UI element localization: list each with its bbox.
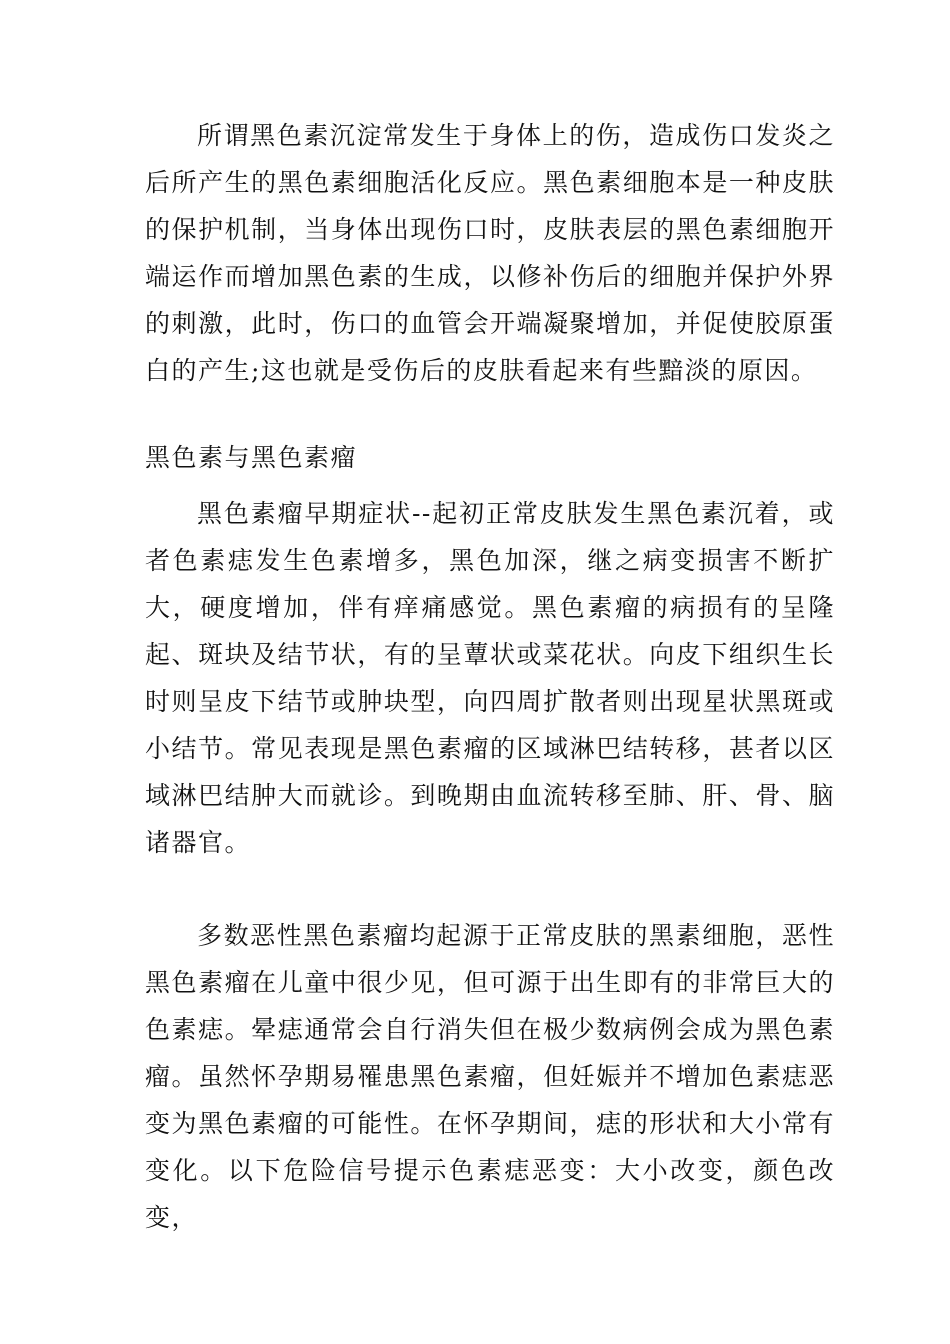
paragraph-melanoma-symptoms: 黑色素瘤早期症状--起初正常皮肤发生黑色素沉着，或者色素痣发生色素增多，黑色加深，继之病变损害不断扩大，硬度增加，伴有痒痛感觉。黑色素瘤的病损有的呈隆起、斑块及结节状，有的呈蕈状或菜花状。向皮下组织生长时则呈皮下结节或肿块型，向四周扩散者则出现星状黑斑或小结节。常见表现是黑色素瘤的区域淋巴结转移，甚者以区域淋巴结肿大而就诊。到晚期由血流转移至肺、肝、骨、脑诸器官。 (145, 499, 835, 857)
paragraph-melanoma-origin: 多数恶性黑色素瘤均起源于正常皮肤的黑素细胞，恶性黑色素瘤在儿童中很少见，但可源于出生即有的非常巨大的色素痣。晕痣通常会自行消失但在极少数病例会成为黑色素瘤。虽然怀孕期易罹患黑色素瘤，但妊娠并不增加色素痣恶变为黑色素瘤的可能性。在怀孕期间，痣的形状和大小常有变化。以下危险信号提示色素痣恶变：大小改变，颜色改变， (145, 921, 835, 1232)
paragraph-pigmentation: 所谓黑色素沉淀常发生于身体上的伤，造成伤口发炎之后所产生的黑色素细胞活化反应。黑色素细胞本是一种皮肤的保护机制，当身体出现伤口时，皮肤表层的黑色素细胞开端运作而增加黑色素的生成，以修补伤后的细胞并保护外界的刺激，此时，伤口的血管会开端凝聚增加，并促使胶原蛋白的产生;这也就是受伤后的皮肤看起来有些黯淡的原因。 (145, 121, 835, 385)
section-heading: 黑色素与黑色素瘤 (145, 443, 358, 472)
